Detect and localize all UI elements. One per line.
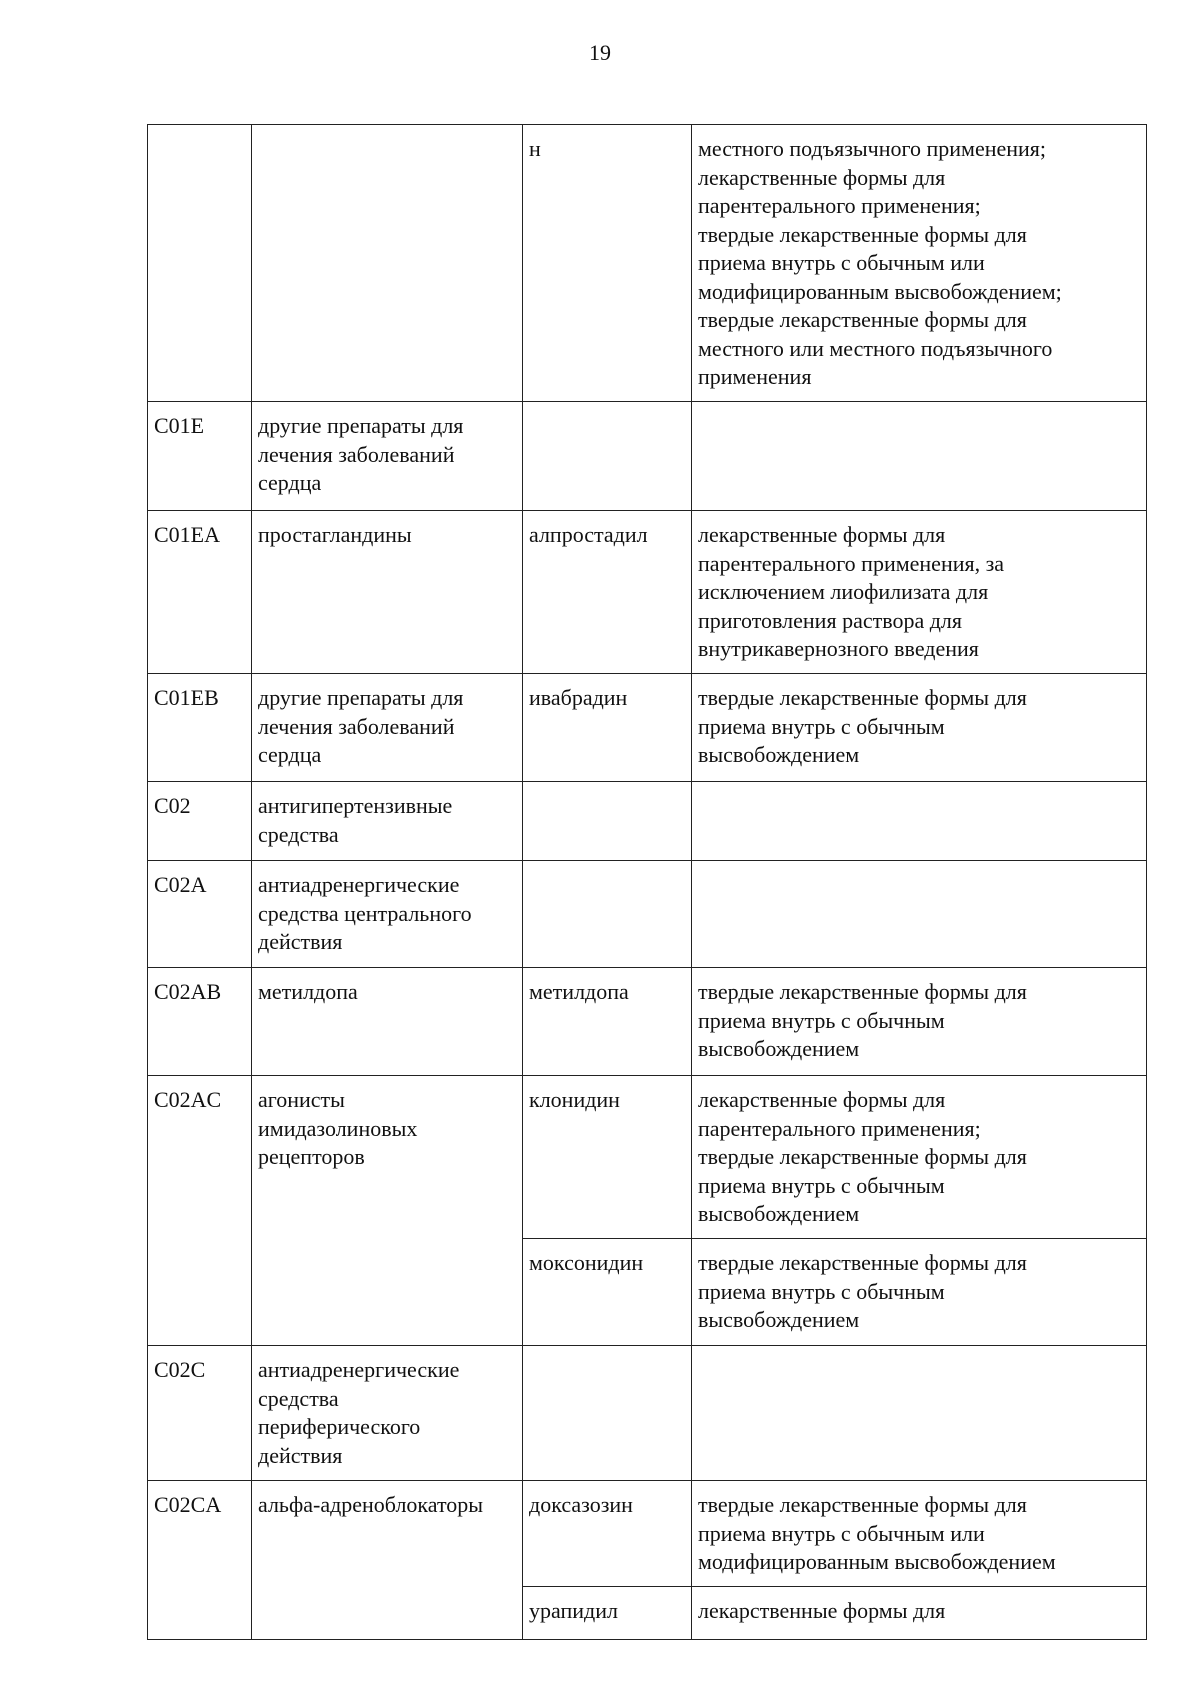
dosage-forms-cell [692,782,1147,861]
drug-name-cell: доксазозин [523,1481,692,1587]
atc-code-cell: C01EA [148,511,252,674]
drug-name-cell: н [523,125,692,402]
atc-code-cell: C02AB [148,968,252,1076]
group-name-cell: антигипертензивные средства [252,782,523,861]
dosage-forms-cell [692,861,1147,968]
atc-code-cell: C02 [148,782,252,861]
group-name-cell: другие препараты для лечения заболеваний сердца [252,674,523,782]
table-row [148,782,1147,861]
table-row [148,1076,1147,1239]
drug-name-cell [523,402,692,511]
dosage-forms-cell: лекарственные формы для [692,1587,1147,1640]
drug-name-cell [523,1346,692,1481]
group-name-cell [252,125,523,402]
group-name-cell: простагландины [252,511,523,674]
drug-name-cell: ивабрадин [523,674,692,782]
group-name-cell: другие препараты для лечения заболеваний сердца [252,402,523,511]
atc-code-cell: C01E [148,402,252,511]
dosage-forms-cell: лекарственные формы для парентерального применения, за исключением лиофилизата для приготовления раствора для внутрикавернозного введения [692,511,1147,674]
drug-name-cell: урапидил [523,1587,692,1640]
group-name-cell: метилдопа [252,968,523,1076]
table-row [148,125,1147,402]
dosage-forms-cell: твердые лекарственные формы для приема внутрь с обычным высвобождением [692,674,1147,782]
group-name-cell: альфа-адреноблокаторы [252,1481,523,1640]
drug-name-cell: моксонидин [523,1239,692,1346]
atc-code-cell: C02A [148,861,252,968]
group-name-cell: агонисты имидазолиновых рецепторов [252,1076,523,1346]
table-row [148,861,1147,968]
atc-code-cell: C02C [148,1346,252,1481]
table-row [148,968,1147,1076]
table-row [148,674,1147,782]
drug-table [147,124,1147,1640]
drug-name-cell [523,782,692,861]
group-name-cell: антиадренергические средства центрального действия [252,861,523,968]
dosage-forms-cell: твердые лекарственные формы для приема внутрь с обычным высвобождением [692,968,1147,1076]
atc-code-cell: C02CA [148,1481,252,1640]
drug-name-cell: клонидин [523,1076,692,1239]
dosage-forms-cell: местного подъязычного применения; лекарственные формы для парентерального применения; твердые лекарственные формы для приема внутрь с обычным или модифицированным высвобождением; твердые лекарственные формы для местного или местного подъязычного применения [692,125,1147,402]
atc-code-cell: C01EB [148,674,252,782]
table-row [148,1346,1147,1481]
page-number: 19 [589,40,611,65]
table-row [148,1481,1147,1587]
dosage-forms-cell [692,402,1147,511]
drug-name-cell: метилдопа [523,968,692,1076]
dosage-forms-cell: лекарственные формы для парентерального применения; твердые лекарственные формы для приема внутрь с обычным высвобождением [692,1076,1147,1239]
drug-name-cell [523,861,692,968]
table-row [148,511,1147,674]
dosage-forms-cell: твердые лекарственные формы для приема внутрь с обычным или модифицированным высвобождением [692,1481,1147,1587]
dosage-forms-cell: твердые лекарственные формы для приема внутрь с обычным высвобождением [692,1239,1147,1346]
group-name-cell: антиадренергические средства периферического действия [252,1346,523,1481]
atc-code-cell [148,125,252,402]
table-row [148,402,1147,511]
drug-name-cell: алпростадил [523,511,692,674]
dosage-forms-cell [692,1346,1147,1481]
atc-code-cell: C02AC [148,1076,252,1346]
